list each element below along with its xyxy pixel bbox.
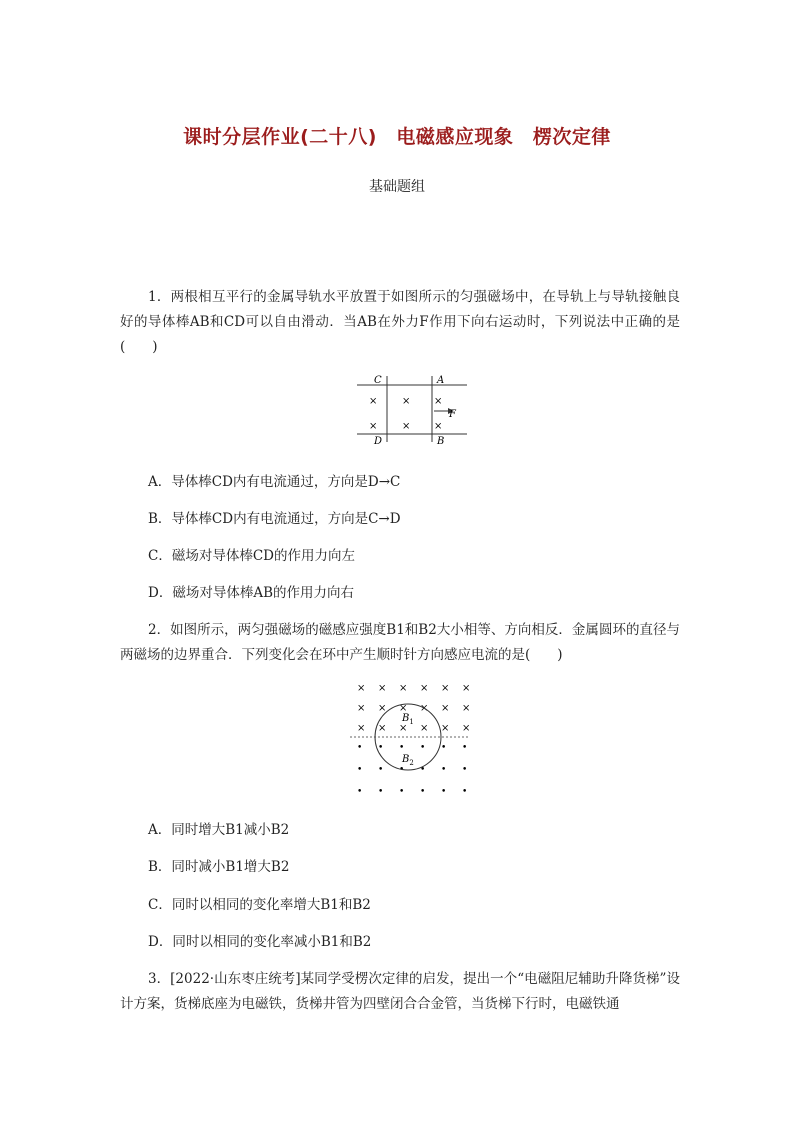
q1-option-a[interactable]: A．导体棒CD内有电流通过，方向是D→C	[148, 474, 401, 490]
field-cross: ×	[369, 421, 378, 432]
label-b: B	[437, 436, 445, 444]
field-dot: •	[378, 743, 384, 753]
field-dot: •	[399, 743, 405, 753]
field-cross: ×	[402, 421, 411, 432]
field-dot: •	[462, 787, 468, 797]
field-cross: ×	[378, 703, 387, 714]
field-cross: ×	[420, 703, 429, 714]
field-dot: •	[357, 765, 363, 775]
label-a: A	[437, 375, 445, 386]
label-d: D	[374, 436, 383, 444]
field-cross: ×	[399, 703, 408, 714]
field-cross: ×	[399, 723, 408, 734]
field-dot: •	[420, 743, 426, 753]
field-dot: •	[399, 787, 405, 797]
q2-option-c[interactable]: C．同时以相同的变化率增大B1和B2	[148, 897, 371, 913]
page-title: 课时分层作业(二十八) 电磁感应现象 楞次定律	[183, 126, 611, 148]
field-dot: •	[420, 765, 426, 775]
field-dot: •	[420, 787, 426, 797]
field-cross: ×	[462, 723, 471, 734]
field-dot: •	[357, 787, 363, 797]
question-2-stem: 2．如图所示，两匀强磁场的磁感应强度B1和B2大小相等、方向相反．金属圆环的直径与两磁场的边界重合．下列变化会在环中产生顺时针方向感应电流的是( )	[120, 622, 680, 663]
field-cross: ×	[357, 703, 366, 714]
field-cross: ×	[378, 683, 387, 694]
q1-option-c[interactable]: C．磁场对导体棒CD的作用力向左	[148, 548, 355, 564]
field-cross: ×	[378, 723, 387, 734]
question-1-stem: 1．两根相互平行的金属导轨水平放置于如图所示的匀强磁场中，在导轨上与导轨接触良好的导体棒AB和CD可以自由滑动．当AB在外力F作用下向右运动时，下列说法中正确的是( )	[120, 289, 680, 355]
question-1-figure	[352, 374, 472, 444]
q2-option-a[interactable]: A．同时增大B1减小B2	[148, 822, 290, 838]
field-cross: ×	[434, 421, 443, 432]
question-2-figure	[345, 678, 475, 798]
field-dot: •	[441, 743, 447, 753]
field-cross: ×	[441, 723, 450, 734]
q2-option-b[interactable]: B．同时减小B1增大B2	[148, 859, 290, 875]
section-heading: 基础题组	[369, 179, 425, 195]
field-cross: ×	[441, 683, 450, 694]
field-cross: ×	[462, 683, 471, 694]
label-c: C	[374, 375, 382, 386]
field-cross: ×	[369, 396, 378, 407]
field-cross: ×	[357, 723, 366, 734]
field-dot: •	[462, 743, 468, 753]
field-cross: ×	[357, 683, 366, 694]
field-dot: •	[441, 765, 447, 775]
label-b2: $B_2$	[402, 754, 414, 767]
field-dot: •	[378, 765, 384, 775]
question-3-stem: 3．[2022·山东枣庄统考]某同学受楞次定律的启发，提出一个“电磁阻尼辅助升降货梯”设计方案，货梯底座为电磁铁，货梯井管为四壁闭合合金管，当货梯下行时，电磁铁通	[120, 971, 680, 1012]
field-cross: ×	[402, 396, 411, 407]
field-dot: •	[357, 743, 363, 753]
field-dot: •	[462, 765, 468, 775]
field-dot: •	[399, 765, 405, 775]
field-dot: •	[441, 787, 447, 797]
field-dot: •	[378, 787, 384, 797]
label-b1: $B_1$	[402, 713, 414, 726]
field-cross: ×	[441, 703, 450, 714]
field-cross: ×	[420, 683, 429, 694]
field-cross: ×	[462, 703, 471, 714]
field-cross: ×	[420, 723, 429, 734]
q2-option-d[interactable]: D．同时以相同的变化率减小B1和B2	[148, 934, 372, 950]
label-f: F	[449, 409, 456, 420]
field-cross: ×	[399, 683, 408, 694]
q1-option-d[interactable]: D．磁场对导体棒AB的作用力向右	[148, 585, 354, 601]
q1-option-b[interactable]: B．导体棒CD内有电流通过，方向是C→D	[148, 511, 401, 527]
field-cross: ×	[434, 396, 443, 407]
